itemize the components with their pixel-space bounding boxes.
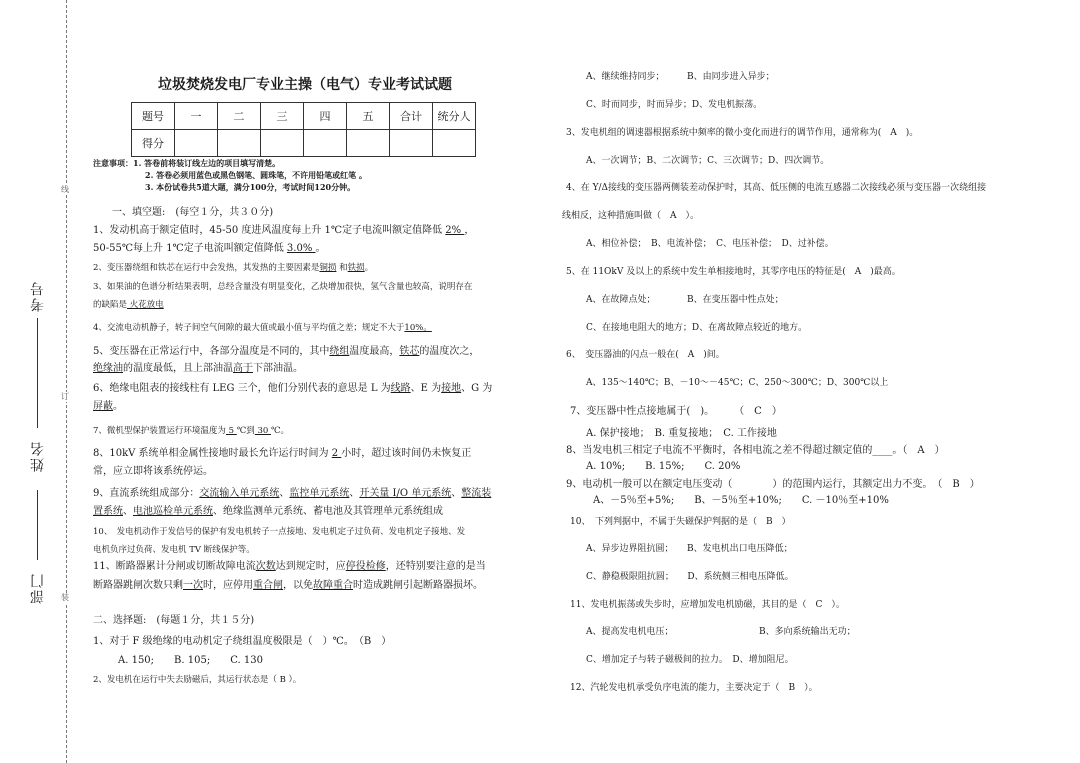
score-cell: 合计 — [390, 103, 433, 130]
score-cell: 三 — [261, 103, 304, 130]
question-2-2-options-cd: C、时而同步，时而异步；D、发电机振荡。 — [586, 100, 763, 110]
question-1-6: 6、绝缘电阻表的接线柱有 LEG 三个，他们分别代表的意思是 L 为线路、E 为接地、G 为 — [93, 383, 493, 394]
score-input-cell[interactable] — [261, 130, 304, 157]
score-cell: 二 — [218, 103, 261, 130]
answer-blank: 铁损 — [347, 263, 365, 273]
note-line: 注意事项：1. 答卷前将装订线左边的项目填写清楚。 — [93, 158, 281, 168]
question-2-5-options-cd: C、在接地电阻大的地方；D、在离故障点较近的地方。 — [586, 323, 808, 333]
question-2-1: 1、对于 F 级绝缘的电动机定子绕组温度极限是（ ）℃。 （B ） — [93, 636, 392, 647]
answer-blank: 铜损 — [319, 263, 337, 273]
question-2-9: 9、电动机一般可以在额定电压变动（ ）的范围内运行，其额定出力不变。 （ B ） — [566, 479, 980, 490]
binding-dashed-line — [66, 0, 67, 763]
name-label: 姓名 — [30, 440, 46, 472]
question-2-1-options: A. 150; B. 105; C. 130 — [118, 655, 263, 666]
department-label: 部门 — [30, 572, 46, 604]
question-1-4: 4、交流电动机静子，转子间空气间隙的最大值或最小值与平均值之差；规定不大于10%。 — [93, 323, 432, 333]
score-input-cell[interactable] — [433, 130, 476, 157]
question-2-11-options-ab: A、提高发电机电压； B、多向系统输出无功； — [586, 627, 856, 637]
question-2-7-options: A. 保护接地； B. 重复接地； C. 工作接地 — [586, 428, 777, 439]
question-2-6-options: A、135～140℃；B、－10～－45℃；C、250～300℃；D、300℃以上 — [586, 378, 889, 388]
question-1-6-cont: 屏蔽。 — [93, 401, 123, 412]
question-2-8: 8、当发电机三相定子电流不平衡时，各相电流之差不得超过额定值的____。（ A ） — [566, 445, 945, 456]
binding-mark-install: 装 — [61, 593, 69, 602]
question-2-12: 12、汽轮发电机承受负序电流的能力，主要决定于（ B ）。 — [570, 683, 818, 693]
score-input-cell[interactable] — [175, 130, 218, 157]
section2-heading: 二、选择题: (每题１分，共１５分) — [93, 615, 255, 626]
question-1-2: 2、变压器绕组和铁芯在运行中会发热，其发热的主要因素是铜损 和铁损。 — [93, 263, 374, 273]
question-1-8-cont: 常，应立即将该系统停运。 — [93, 466, 213, 477]
question-2-5-options-ab: A、在故障点处； B、在变压器中性点处； — [586, 295, 784, 305]
score-input-cell[interactable] — [390, 130, 433, 157]
question-2-10-options-cd: C、静稳极限阻抗圆； D、系统侧三相电压降低。 — [586, 572, 794, 582]
answer-blank: 3.0% — [286, 243, 316, 254]
score-cell: 四 — [304, 103, 347, 130]
question-1-11: 11、断路器累计分闸或切断故障电流次数达到规定时，应停役检修，还特别要注意的是当 — [93, 561, 486, 572]
question-2-4-cont: 线相反，这种措施叫做（ A ）。 — [562, 211, 700, 221]
note-line: 3. 本份试卷共5道大题，满分100分，考试时间120分钟。 — [145, 182, 356, 192]
score-table-header-row — [132, 103, 476, 130]
question-1-10-cont: 电机负序过负荷、发电机 TV 断线保护等。 — [93, 545, 255, 555]
binding-mark-line: 线 — [61, 185, 69, 194]
name-line — [37, 490, 38, 560]
question-1-8: 8、10kV 系统单相金属性接地时最长允许运行时间为 2 小时，超过该时间仍未恢复正 — [93, 448, 472, 459]
section1-heading: 一、填空题: (每空１分，共３０分) — [112, 207, 274, 218]
score-cell: 题号 — [132, 103, 175, 130]
question-1-3: 3、如果油的色谱分析结果表明，总经含量没有明显变化，乙炔增加很快，氢气含量也较高，说明存在 — [93, 282, 473, 292]
binding-mark-order: 订 — [61, 392, 69, 401]
exam-notes — [93, 157, 523, 193]
question-1-5-cont: 绝缘油的温度最低，且上部油温高于下部油温。 — [93, 363, 303, 374]
question-2-4-options: A、相位补偿； B、电流补偿； C、电压补偿； D、过补偿。 — [586, 239, 834, 249]
score-table — [131, 102, 476, 157]
question-1-3-cont: 的缺陷是 火花放电 — [93, 300, 164, 310]
question-2-11: 11、发电机振荡或失步时，应增加发电机励磁，其目的是（ C ）。 — [570, 600, 845, 610]
question-2-2: 2、发电机在运行中失去励磁后，其运行状态是（ B ）。 — [93, 675, 302, 685]
score-cell: 统分人 — [433, 103, 476, 130]
score-input-cell[interactable] — [304, 130, 347, 157]
question-1-9: 9、直流系统组成部分：交流输入单元系统、监控单元系统、开关量 I/O 单元系统、整流装 — [93, 488, 492, 499]
question-2-3-options: A、一次调节；B、二次调节；C、三次调节；D、四次调节。 — [586, 156, 830, 166]
exam-title: 垃圾焚烧发电厂专业主操（电气）专业考试试题 — [158, 77, 452, 93]
question-1-1-cont: 50-55℃每上升 1℃定子电流叫额定值降低 3.0% 。 — [93, 243, 326, 254]
question-1-5: 5、变压器在正常运行中，各部分温度是不同的，其中绕组温度最高，铁芯的温度次之， — [93, 346, 480, 357]
note-line: 2. 答卷必须用蓝色或黑色钢笔、圆珠笔，不许用铅笔或红笔 。 — [145, 170, 367, 180]
question-2-10-options-ab: A、异步边界阻抗圆； B、发电机出口电压降低； — [586, 544, 793, 554]
question-1-1: 1、发动机高于额定值时，45-50 度进风温度每上升 1℃定子电流叫额定值降低 2% ， — [93, 225, 475, 236]
question-2-6: 6、 变压器油的闪点一般在( A )间。 — [566, 350, 725, 360]
exam-number-line — [37, 318, 38, 428]
question-2-2-options-ab: A、继续维持同步； B、由同步进入异步； — [586, 72, 775, 82]
question-2-5: 5、在 11OkV 及以上的系统中发生单相接地时，其零序电压的特征是( A )最高。 — [566, 267, 901, 277]
question-2-3: 3、发电机组的调速器根据系统中频率的微小变化而进行的调节作用，通常称为( A )。 — [566, 128, 919, 138]
score-input-cell[interactable] — [347, 130, 390, 157]
question-2-7: 7、变压器中性点接地属于( )。 （ C ） — [570, 406, 782, 417]
answer-blank: 火花放电 — [127, 300, 164, 310]
score-input-cell[interactable] — [218, 130, 261, 157]
exam-number-label: 考号 — [30, 280, 46, 312]
question-2-10: 10、 下列判据中，不属于失磁保护判据的是（ B ） — [570, 517, 791, 527]
question-1-9-cont: 置系统、电池巡检单元系统、绝缘监测单元系统、蓄电池及其管理单元系统组成 — [93, 506, 443, 517]
answer-blank: 2% — [445, 225, 465, 236]
score-cell: 一 — [175, 103, 218, 130]
question-1-10: 10、 发电机动作于发信号的保护有发电机转子一点接地、发电机定子过负荷、发电机定子接地、发 — [93, 527, 466, 537]
score-cell: 得分 — [132, 130, 175, 157]
question-2-9-options: A、－5％至+5%; B、－5％至+10%; C. －10％至+10% — [593, 495, 889, 506]
answer-blank: 10%。 — [404, 323, 432, 333]
question-2-4: 4、在 Y/Δ接线的变压器两侧装差动保护时，其高、低压侧的电流互感器二次接线必须与变压器一次绕组接 — [566, 183, 987, 193]
binding-strip — [0, 0, 90, 763]
score-table-score-row — [132, 130, 476, 157]
question-1-7: 7、微机型保护装置运行环境温度为 5 ℃到 30 ℃。 — [93, 426, 289, 436]
question-2-11-options-cd: C、增加定子与转子磁极间的拉力。 D、增加阻尼。 — [586, 655, 794, 665]
question-1-11-cont: 断路器跳闸次数只剩一次时，应停用重合闸，以免故障重合时造成跳闸引起断路器损坏。 — [93, 580, 483, 591]
score-cell: 五 — [347, 103, 390, 130]
question-2-8-options: A. 10%; B. 15%; C. 20% — [586, 461, 741, 472]
